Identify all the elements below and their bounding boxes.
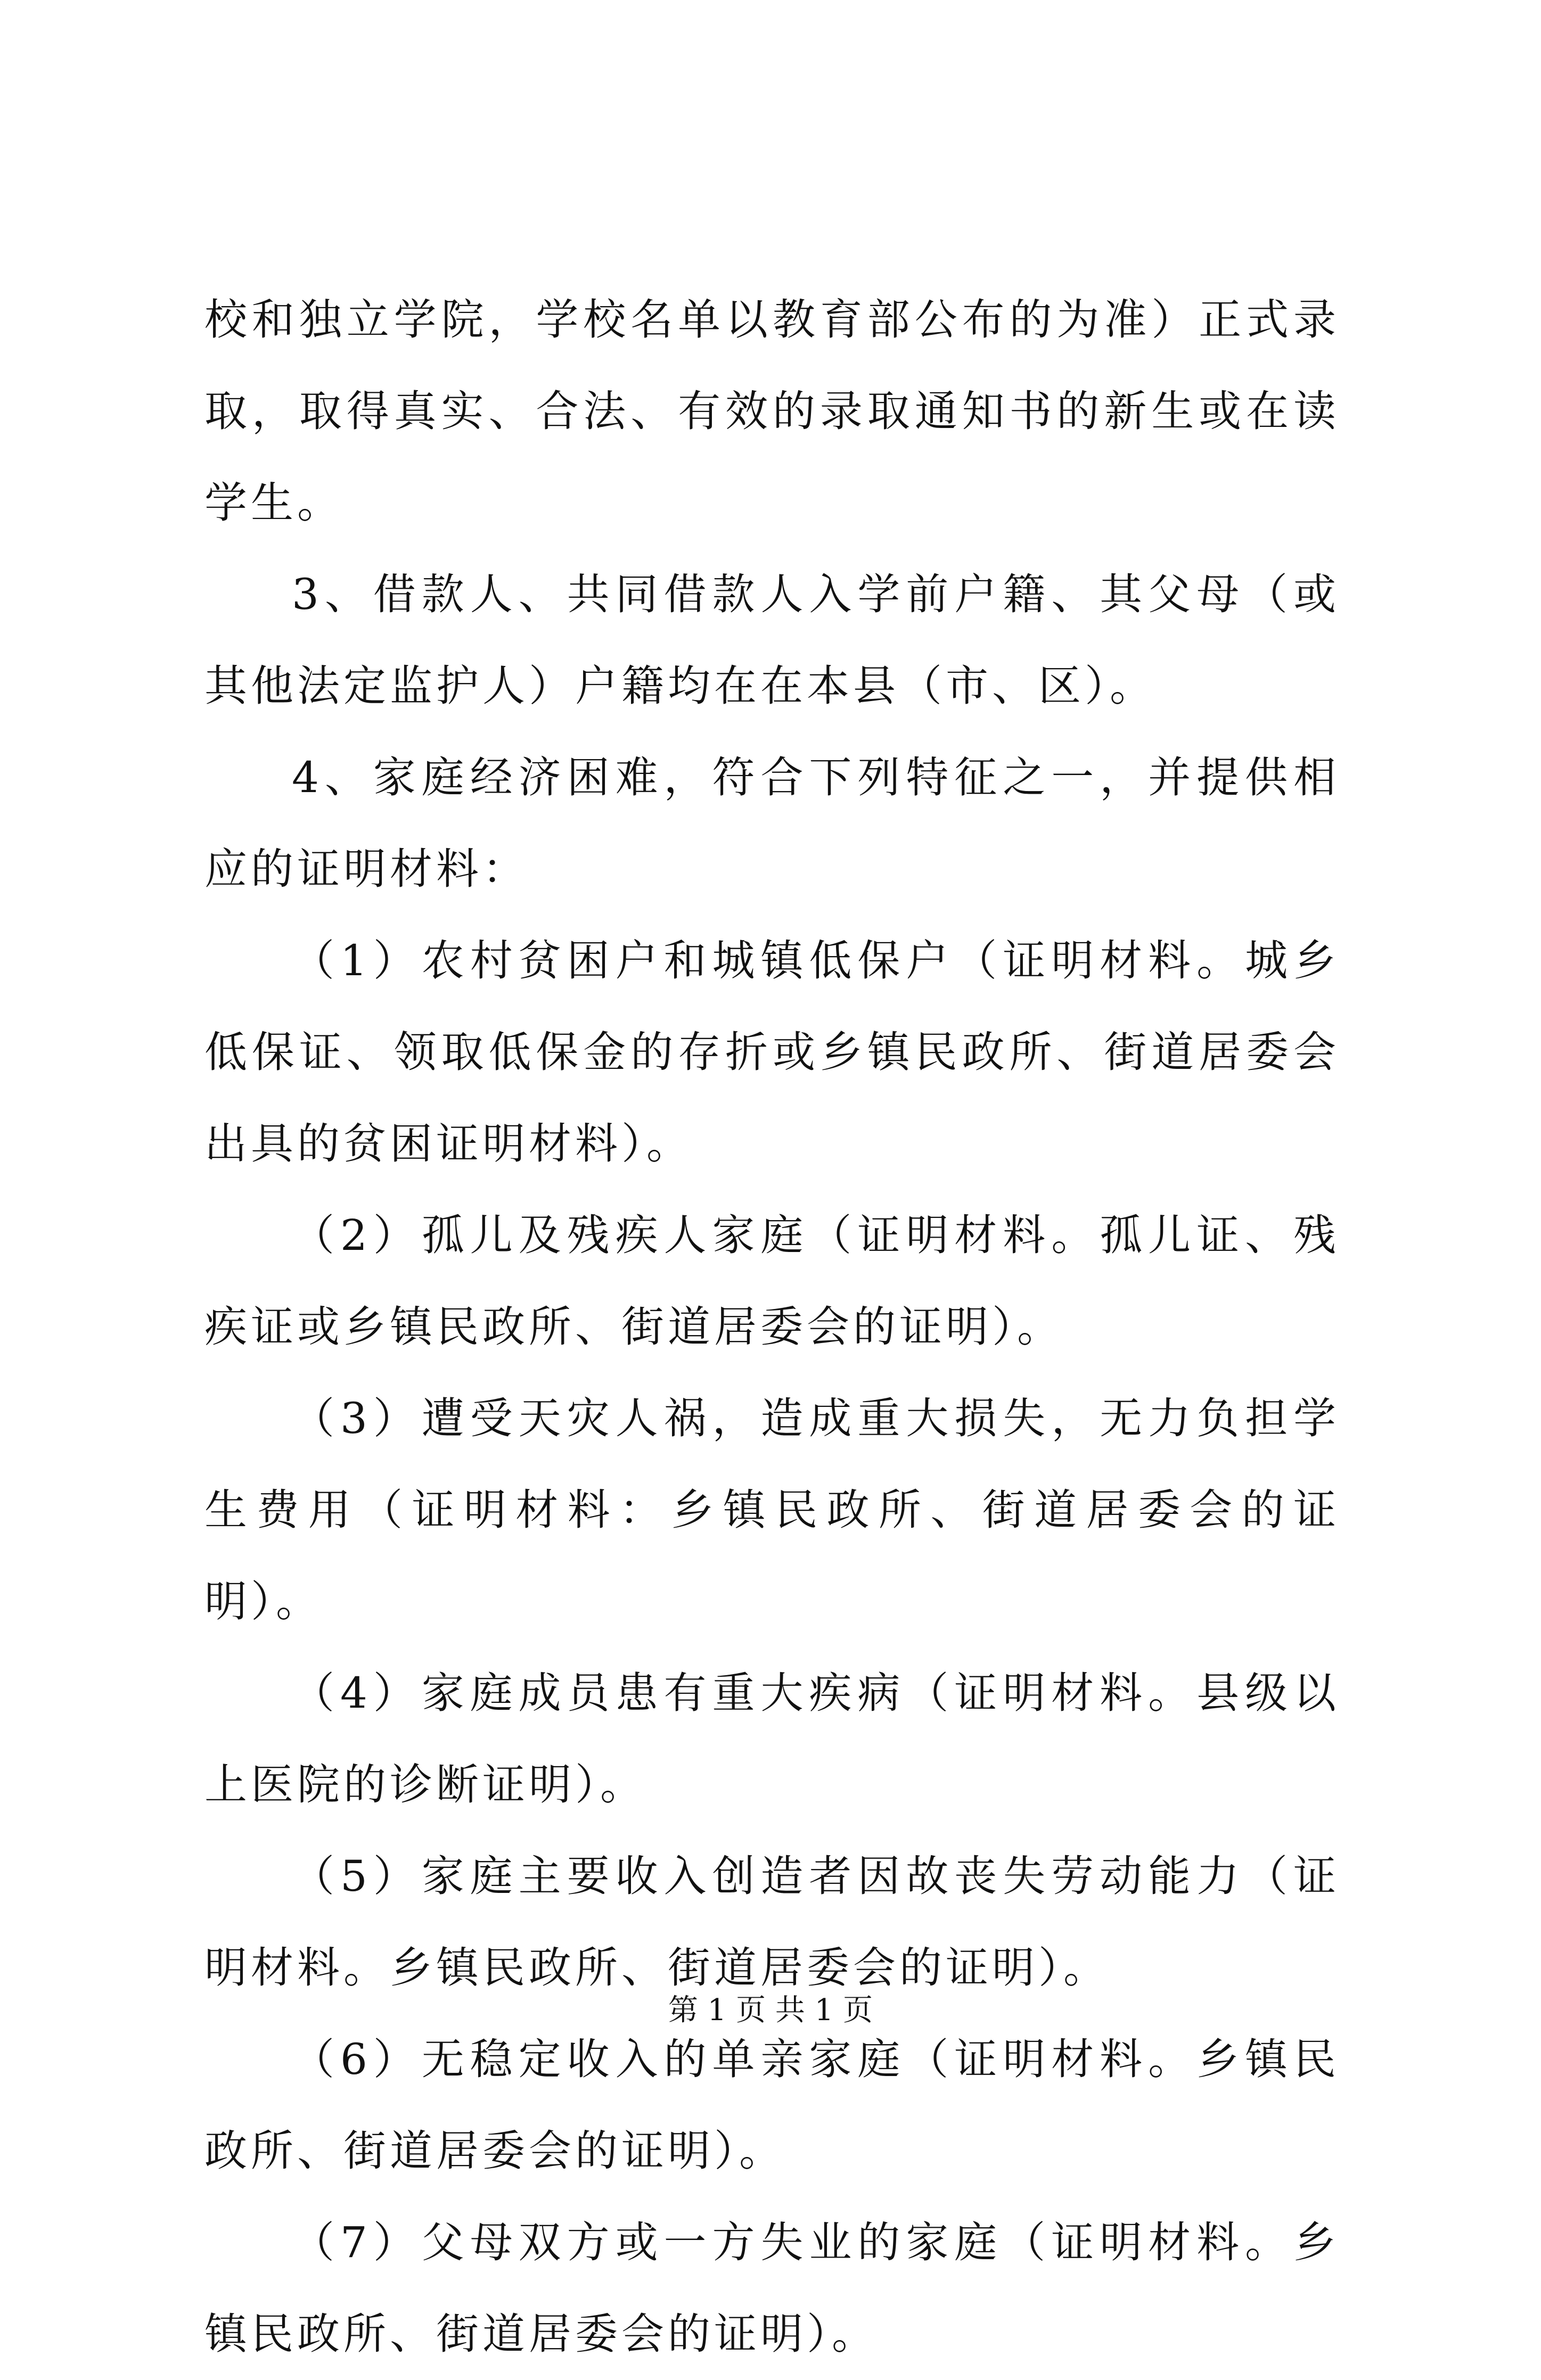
page-number-label: 第 1 页 共 1 页 bbox=[668, 1993, 873, 2028]
paragraph-sub-item-4: （4）家庭成员患有重大疾病（证明材料。县级以上医院的诊断证明）。 bbox=[204, 1668, 1340, 1809]
paragraph-sub-item-7: （7）父母双方或一方失业的家庭（证明材料。乡镇民政所、街道居委会的证明）。 bbox=[204, 2218, 1340, 2359]
paragraph-sub-item-3: （3）遭受天灾人祸，造成重大损失，无力负担学生费用（证明材料：乡镇民政所、街道居委会的证明）。 bbox=[204, 1394, 1340, 1626]
document-body bbox=[204, 274, 1340, 2380]
paragraph-continuation: 校和独立学院，学校名单以教育部公布的为准）正式录取，取得真实、合法、有效的录取通知书的新生或在读学生。 bbox=[204, 295, 1340, 528]
paragraph-sub-item-2: （2）孤儿及残疾人家庭（证明材料。孤儿证、残疾证或乡镇民政所、街道居委会的证明）。 bbox=[204, 1210, 1340, 1352]
paragraph-sub-item-1: （1）农村贫困户和城镇低保户（证明材料。城乡低保证、领取低保金的存折或乡镇民政所、街道居委会出具的贫困证明材料）。 bbox=[204, 936, 1340, 1168]
page-footer bbox=[0, 1992, 1541, 2029]
paragraph-item-3: 3、借款人、共同借款人入学前户籍、其父母（或其他法定监护人）户籍均在在本县（市、区）。 bbox=[204, 570, 1340, 711]
paragraph-sub-item-6: （6）无稳定收入的单亲家庭（证明材料。乡镇民政所、街道居委会的证明）。 bbox=[204, 2035, 1340, 2176]
paragraph-sub-item-5: （5）家庭主要收入创造者因故丧失劳动能力（证明材料。乡镇民政所、街道居委会的证明）。 bbox=[204, 1851, 1340, 1992]
paragraph-item-4: 4、家庭经济困难，符合下列特征之一，并提供相应的证明材料： bbox=[204, 753, 1340, 894]
